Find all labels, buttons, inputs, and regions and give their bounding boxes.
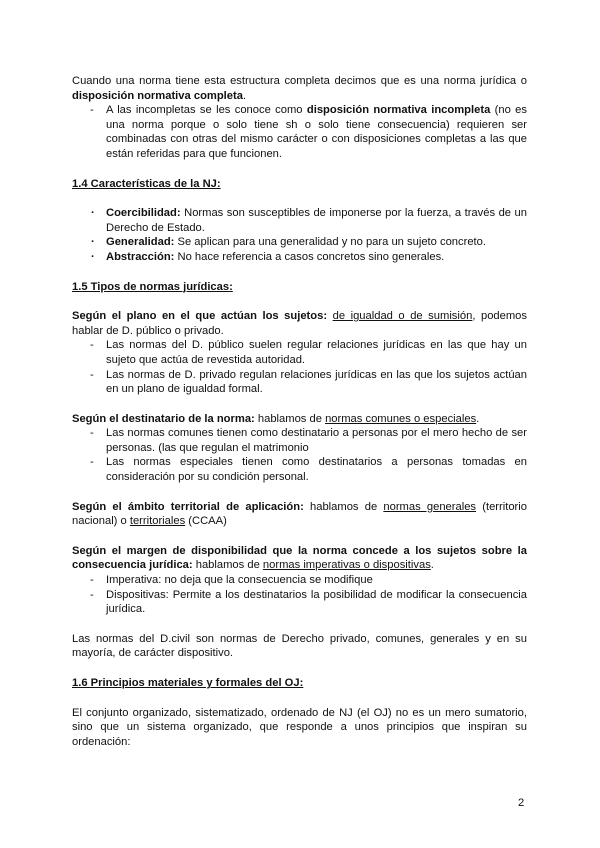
list-item: - Las normas de D. privado regulan relaciones jurídicas en las que los sujetos actúan en un plano de igualdad formal.	[72, 368, 527, 397]
list-item: - A las incompletas se les conoce como disposición normativa incompleta (no es una norma porque o solo tiene sh o solo tiene consecuencia) requieren ser combinadas con otras del mismo carácter o con disposiciones completas a las que están referidas para que funcionen.	[72, 103, 527, 161]
characteristics-list	[72, 206, 527, 264]
territorial-paragraph: Según el ámbito territorial de aplicación: hablamos de normas generales (territorio nacional) o territoriales (CCAA)	[72, 500, 527, 528]
intro-list	[72, 103, 527, 161]
list-item: · Abstracción: No hace referencia a casos concretos sino generales.	[72, 250, 527, 265]
margen-paragraph: Según el margen de disponibilidad que la norma concede a los sujetos sobre la consecuencia jurídica: hablamos de normas imperativas o dispositivas.	[72, 544, 527, 572]
list-item: - Las normas especiales tienen como destinatarios a personas tomadas en consideración por su condición personal.	[72, 455, 527, 484]
document-page	[72, 74, 527, 749]
list-item: - Las normas del D. público suelen regular relaciones jurídicas en las que hay un sujeto que actúa de revestida autoridad.	[72, 338, 527, 367]
destinatario-list	[72, 426, 527, 484]
plano-paragraph: Según el plano en el que actúan los sujetos: de igualdad o de sumisión, podemos hablar de D. público o privado.	[72, 310, 527, 337]
closing-paragraph: Las normas del D.civil son normas de Derecho privado, comunes, generales y en su mayoría, de carácter dispositivo.	[72, 632, 527, 660]
list-item: - Imperativa: no deja que la consecuencia se modifique	[72, 573, 527, 588]
principios-paragraph: El conjunto organizado, sistematizado, ordenado de NJ (el OJ) no es un mero sumatorio, sino que un sistema organizado, que responde a unos principios que inspiran su ordenación:	[72, 706, 527, 748]
list-item: - Las normas comunes tienen como destinatario a personas por el mero hecho de ser personas. (las que regulan el matrimonio	[72, 426, 527, 455]
section-heading-1-5: 1.5 Tipos de normas jurídicas:	[72, 280, 233, 293]
section-heading-1-6: 1.6 Principios materiales y formales del OJ:	[72, 677, 304, 689]
destinatario-paragraph: Según el destinatario de la norma: hablamos de normas comunes o especiales.	[72, 412, 480, 425]
list-item: - Dispositivas: Permite a los destinatarios la posibilidad de modificar la consecuencia jurídica.	[72, 588, 527, 617]
section-heading-1-4: 1.4 Características de la NJ:	[72, 177, 221, 190]
term-disposicion-incompleta: disposición normativa incompleta	[306, 104, 491, 117]
margen-list	[72, 573, 527, 617]
plano-list	[72, 338, 527, 396]
term-disposicion-completa: disposición normativa completa	[72, 89, 243, 102]
list-item: · Coercibilidad: Normas son susceptibles de imponerse por la fuerza, a través de un Derecho de Estado.	[72, 206, 527, 235]
list-item: · Generalidad: Se aplican para una generalidad y no para un sujeto concreto.	[72, 235, 527, 250]
page-number: 2	[518, 797, 525, 809]
intro-paragraph: Cuando una norma tiene esta estructura completa decimos que es una norma jurídica o disposición normativa completa.	[72, 75, 527, 102]
